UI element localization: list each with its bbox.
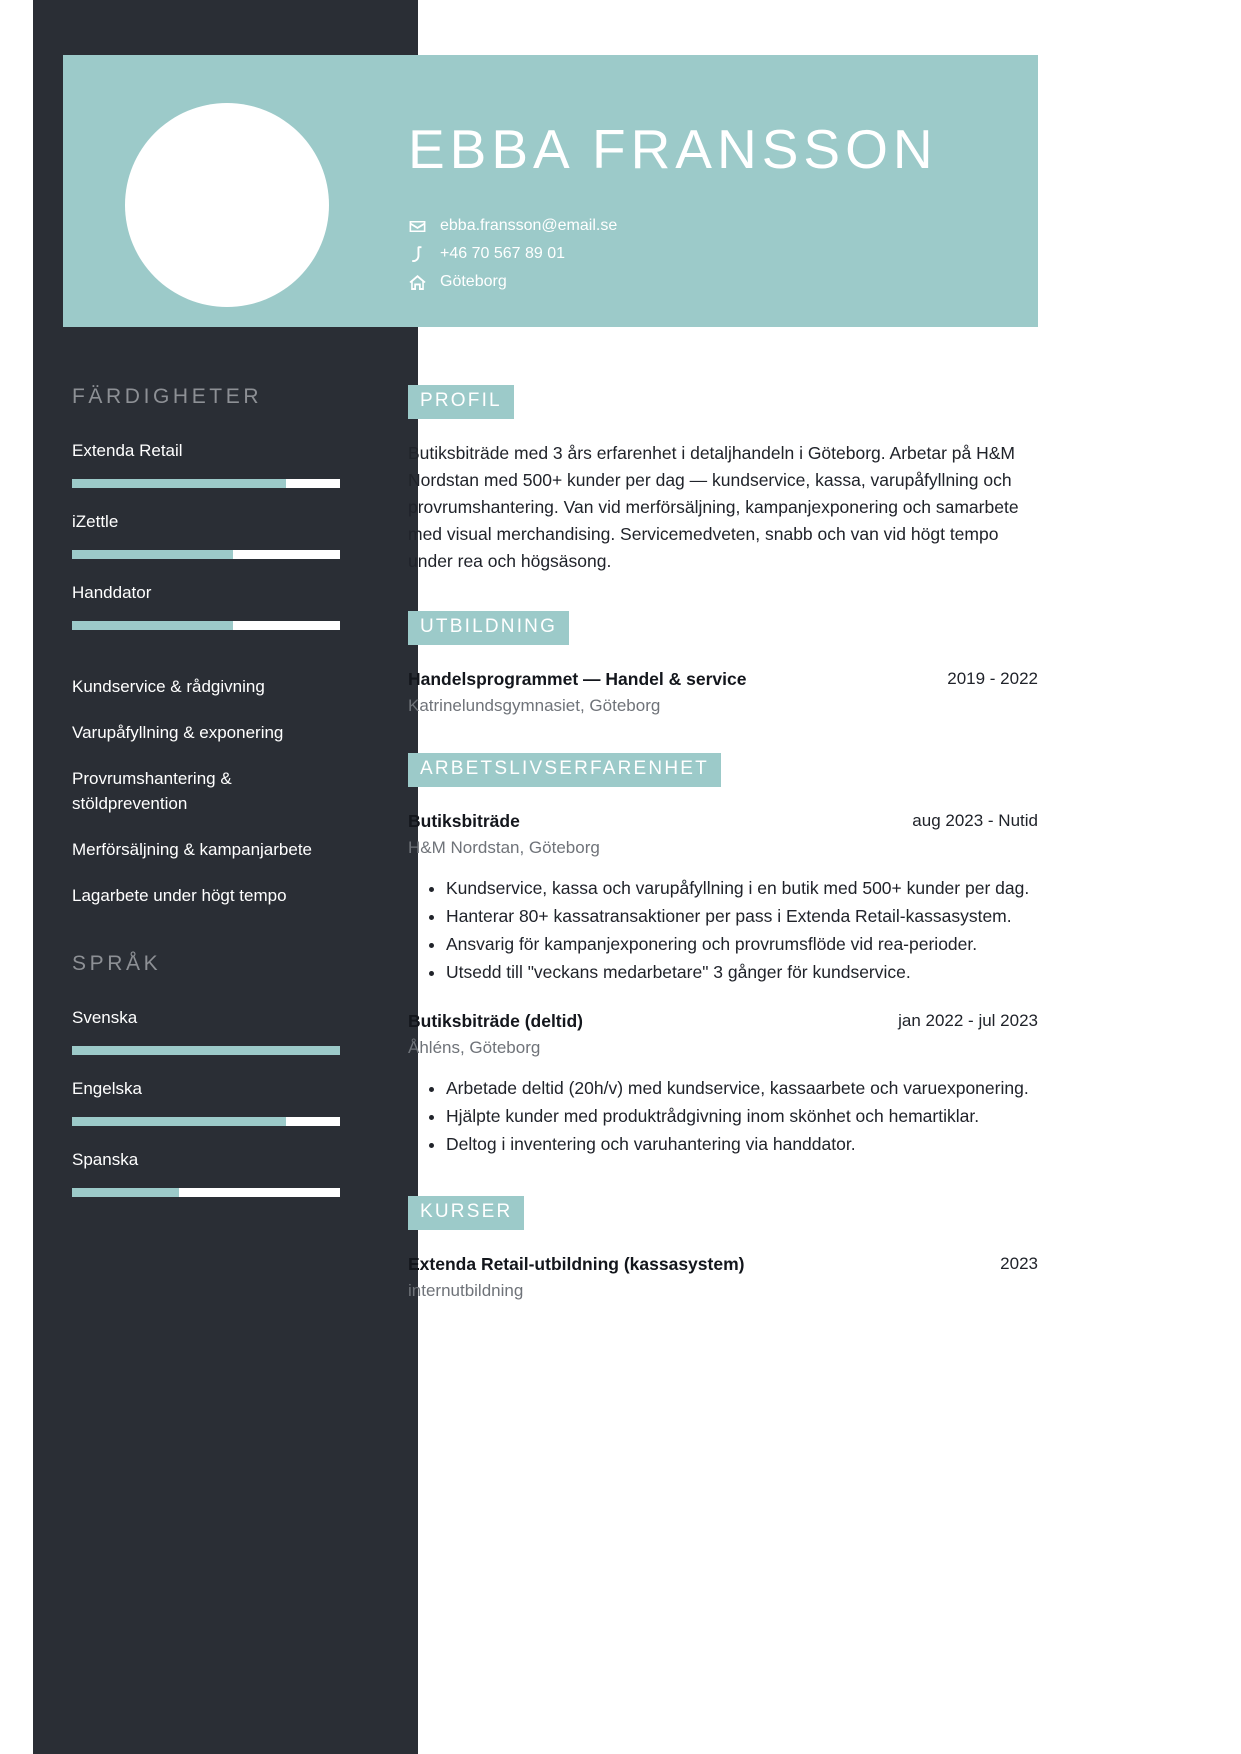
sidebar-heading-skills: FÄRDIGHETER <box>72 385 263 408</box>
experience-bullets <box>408 1075 1038 1158</box>
skill-item <box>72 439 340 488</box>
page-title: EBBA FRANSSON <box>408 118 938 180</box>
experience-company: Åhléns, Göteborg <box>408 1038 541 1057</box>
contact-phone-text: +46 70 567 89 01 <box>440 245 566 262</box>
contact-list <box>408 213 617 297</box>
contact-email[interactable] <box>408 213 617 239</box>
education-title: Handelsprogrammet — Handel & service <box>408 669 747 689</box>
bullet-item: • Kundservice, kassa och varupåfyllning i en butik med 500+ kunder per dag. <box>446 875 1038 902</box>
bullet-item: • Arbetade deltid (20h/v) med kundservice, kassaarbete och varuexponering. <box>446 1075 1038 1102</box>
bullet-item: • Utsedd till "veckans medarbetare" 3 gånger för kundservice. <box>446 959 1038 986</box>
language-item <box>72 1006 340 1055</box>
experience-bullets <box>408 875 1038 986</box>
course-title: Extenda Retail-utbildning (kassasystem) <box>408 1254 745 1274</box>
sidebar-heading-languages: SPRÅK <box>72 952 162 975</box>
course-date: 2023 <box>1000 1254 1038 1273</box>
bullet-item: • Ansvarig för kampanjexponering och provrumsflöde vid rea-perioder. <box>446 931 1038 958</box>
experience-date: aug 2023 - Nutid <box>912 811 1038 830</box>
profile-text: Butiksbiträde med 3 års erfarenhet i detaljhandeln i Göteborg. Arbetar på H&M Nordstan med 500+ kunder per dag — kundservice, kassa, varupåfyllning och provrumshantering. Van vid merförsäljning, kampanjexponering och samarbete med visual merchandising. Servicemedveten, snabb och van vid högt tempo under rea och högsäsong. <box>408 443 1019 571</box>
section-heading-profile: PROFIL <box>408 385 514 419</box>
education-entry <box>408 666 1038 719</box>
plain-skill-item: Kundservice & rådgivning <box>72 677 265 696</box>
section-heading-education: UTBILDNING <box>408 611 569 645</box>
sidebar <box>72 385 340 1219</box>
skill-item <box>72 510 340 559</box>
home-icon <box>408 273 427 292</box>
language-label: Engelska <box>72 1079 142 1098</box>
skill-bar <box>72 479 340 488</box>
plain-skill-item: Varupåfyllning & exponering <box>72 723 284 742</box>
contact-email-text: ebba.fransson@email.se <box>440 217 618 234</box>
language-label: Svenska <box>72 1008 138 1027</box>
course-entry <box>408 1251 1038 1304</box>
skill-label: Extenda Retail <box>72 441 183 460</box>
plain-skill-item: Lagarbete under högt tempo <box>72 886 287 905</box>
avatar <box>125 103 329 307</box>
experience-entry <box>408 808 1038 986</box>
bullet-item: • Hanterar 80+ kassatransaktioner per pass i Extenda Retail-kassasystem. <box>446 903 1038 930</box>
skill-item <box>72 581 340 630</box>
course-provider: internutbildning <box>408 1281 524 1300</box>
language-bar <box>72 1188 340 1197</box>
main-content <box>408 385 1038 1312</box>
section-heading-experience: ARBETSLIVSERFARENHET <box>408 753 721 787</box>
bullet-item: • Hjälpte kunder med produktrådgivning inom skönhet och hemartiklar. <box>446 1103 1038 1130</box>
education-date: 2019 - 2022 <box>947 669 1038 688</box>
plain-skill-item: Merförsäljning & kampanjarbete <box>72 840 313 859</box>
experience-entry <box>408 1008 1038 1158</box>
experience-title: Butiksbiträde (deltid) <box>408 1011 584 1031</box>
contact-phone[interactable] <box>408 241 617 267</box>
skill-bar <box>72 550 340 559</box>
experience-date: jan 2022 - jul 2023 <box>898 1011 1038 1030</box>
bullet-item: • Deltog i inventering och varuhantering via handdator. <box>446 1131 1038 1158</box>
contact-location-text: Göteborg <box>440 273 507 290</box>
language-item <box>72 1077 340 1126</box>
experience-title: Butiksbiträde <box>408 811 520 831</box>
education-school: Katrinelundsgymnasiet, Göteborg <box>408 696 661 715</box>
skill-label: Handdator <box>72 583 152 602</box>
cv-header <box>63 55 1038 327</box>
contact-location <box>408 269 617 295</box>
plain-skill-item: Provrumshantering & stöldprevention <box>72 769 232 813</box>
language-bar <box>72 1117 340 1126</box>
skill-bar <box>72 621 340 630</box>
section-heading-courses: KURSER <box>408 1196 524 1230</box>
phone-icon <box>408 245 427 264</box>
skill-label: iZettle <box>72 512 119 531</box>
language-item <box>72 1148 340 1197</box>
language-label: Spanska <box>72 1150 139 1169</box>
language-bar <box>72 1046 340 1055</box>
envelope-icon <box>408 217 427 236</box>
experience-company: H&M Nordstan, Göteborg <box>408 838 600 857</box>
